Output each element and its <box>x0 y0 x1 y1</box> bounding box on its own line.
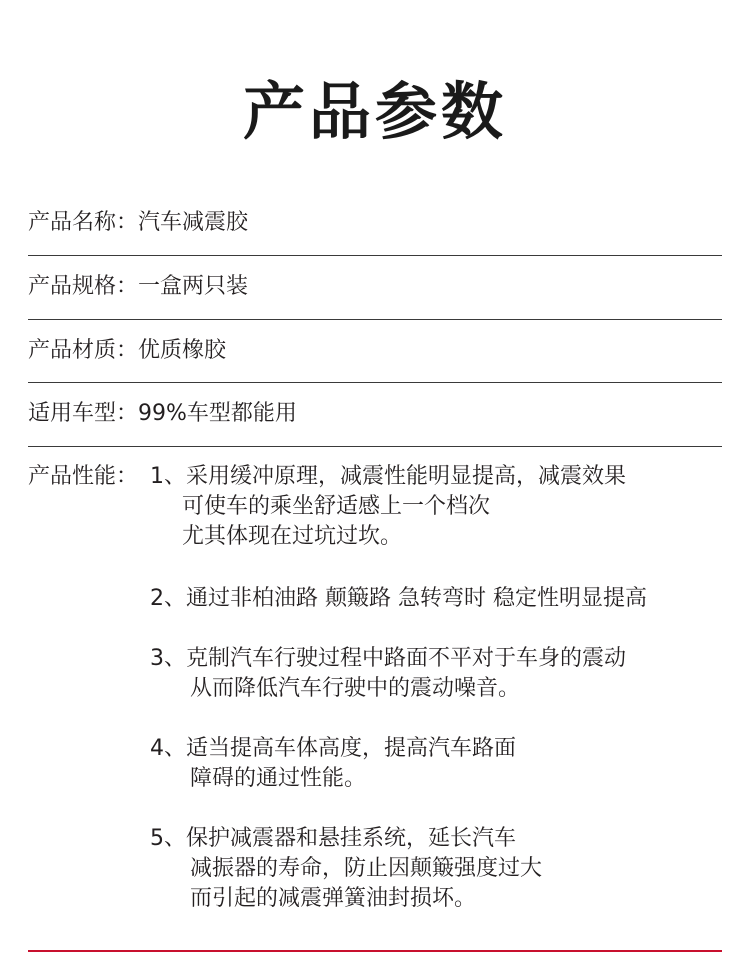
param-value: 99%车型都能用 <box>138 401 297 426</box>
param-row-name <box>28 208 248 238</box>
performance-item-5-line-2: 减振器的寿命，防止因颠簸强度过大 <box>190 856 543 881</box>
param-label: 适用车型： <box>28 401 139 426</box>
page-title: 产品参数 <box>242 75 507 148</box>
divider <box>28 446 722 447</box>
performance-item-5-line-3: 而引起的减震弹簧油封损坏。 <box>190 886 477 911</box>
performance-item-5-line-1: 5、保护减震器和悬挂系统，延长汽车 <box>150 826 516 851</box>
param-label: 产品名称： <box>28 210 139 235</box>
performance-item-3-line-1: 3、克制汽车行驶过程中路面不平对于车身的震动 <box>150 646 626 671</box>
param-value: 汽车减震胶 <box>138 210 249 235</box>
divider <box>28 319 722 320</box>
performance-item-1-line-2: 可使车的乘坐舒适感上一个档次 <box>182 494 491 519</box>
performance-item-4-line-1: 4、适当提高车体高度，提高汽车路面 <box>150 736 516 761</box>
performance-item-1-line-1: 1、采用缓冲原理，减震性能明显提高，减震效果 <box>150 464 626 489</box>
param-label: 产品材质： <box>28 338 139 363</box>
param-row-material <box>28 336 226 366</box>
divider <box>28 382 722 383</box>
param-label: 产品规格： <box>28 274 139 299</box>
performance-item-2-line-1: 2、通过非柏油路 颠簸路 急转弯时 稳定性明显提高 <box>150 586 647 611</box>
performance-item-1-line-3: 尤其体现在过坑过坎。 <box>182 524 403 549</box>
divider <box>28 255 722 256</box>
performance-item-4-line-2: 障碍的通过性能。 <box>190 766 367 791</box>
param-value: 一盒两只装 <box>138 274 249 299</box>
param-row-vehicle <box>28 399 297 429</box>
bottom-rule <box>28 950 722 952</box>
performance-label: 产品性能： <box>28 464 139 489</box>
performance-item-3-line-2: 从而降低汽车行驶中的震动噪音。 <box>190 676 521 701</box>
param-value: 优质橡胶 <box>138 338 227 363</box>
param-row-spec <box>28 272 248 302</box>
